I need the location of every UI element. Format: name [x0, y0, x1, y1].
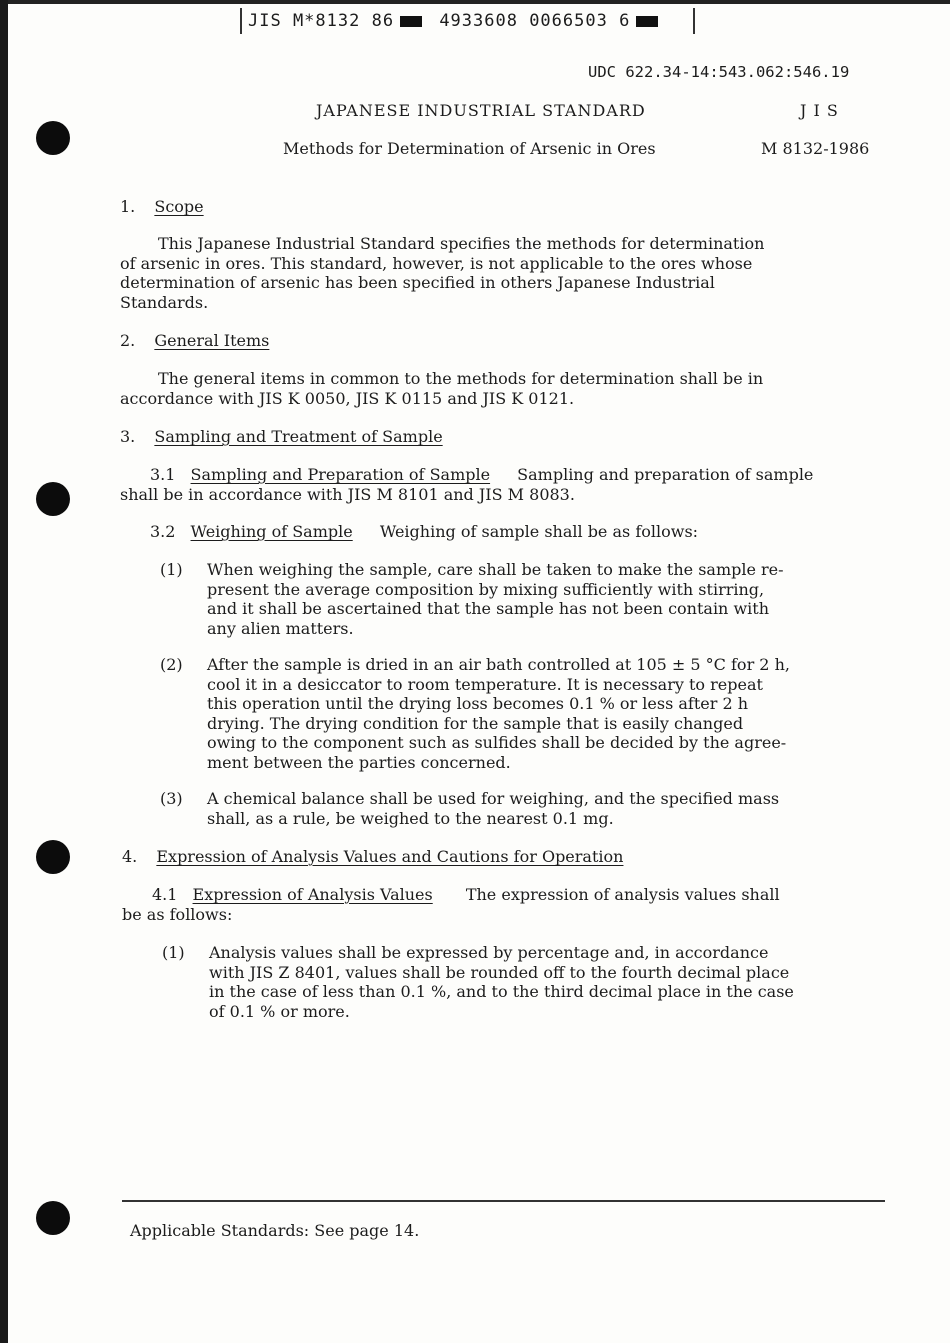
section-2-heading: [120, 331, 269, 350]
section-number: 4.: [122, 847, 138, 866]
subsection-3-2: [150, 522, 698, 541]
text-line: determination of arsenic has been specified in others Japanese Industrial: [120, 273, 715, 292]
standard-title: JAPANESE INDUSTRIAL STANDARD: [316, 101, 646, 120]
section-4-heading: [122, 847, 623, 866]
scan-top-edge: [0, 0, 950, 4]
text-line: present the average composition by mixing sufficiently with stirring,: [207, 579, 765, 599]
text-line: Analysis values shall be expressed by percentage and, in accordance: [209, 943, 769, 962]
text-line: of 0.1 % or more.: [209, 1001, 350, 1021]
text-line: When weighing the sample, care shall be taken to make the sample re-: [207, 560, 784, 579]
section-2-paragraph: [120, 369, 763, 408]
jis-label: J I S: [800, 101, 839, 120]
text-line: any alien matters.: [207, 618, 354, 638]
punch-hole: [36, 1201, 70, 1235]
subsection-4-1: [122, 885, 780, 924]
section-1-heading: [120, 197, 204, 216]
text-line: Standards.: [120, 292, 209, 312]
text-line: After the sample is dried in an air bath controlled at 105 ± 5 °C for 2 h,: [207, 655, 790, 674]
redaction-block: [636, 16, 658, 27]
catalog-code-right: 4933608 0066503 6: [439, 11, 631, 31]
text-line: of arsenic in ores. This standard, however, is not applicable to the ores whose: [120, 253, 753, 273]
text-line: ment between the parties concerned.: [207, 752, 511, 772]
footer-rule: [122, 1200, 885, 1202]
section-title: Expression of Analysis Values and Cautions for Operation: [156, 847, 624, 866]
subsection-title: Weighing of Sample: [190, 522, 353, 541]
list-number: (3): [160, 789, 183, 808]
text-line: with JIS Z 8401, values shall be rounded off to the fourth decimal place: [209, 962, 790, 982]
punch-hole: [36, 482, 70, 516]
footer-note: Applicable Standards: See page 14.: [130, 1221, 420, 1240]
punch-hole: [36, 840, 70, 874]
text-line: cool it in a desiccator to room temperature. It is necessary to repeat: [207, 674, 763, 694]
list-item: [160, 655, 790, 772]
redaction-block: [400, 16, 422, 27]
section-number: 2.: [120, 331, 136, 350]
subsection-number: 3.1: [150, 465, 176, 484]
text-line: this operation until the drying loss becomes 0.1 % or less after 2 h: [207, 694, 749, 713]
section-title: General Items: [154, 331, 270, 350]
list-number: (2): [160, 655, 183, 674]
scan-left-edge: [0, 0, 8, 1343]
subsection-3-1: [120, 465, 813, 504]
text-line: Sampling and preparation of sample: [517, 465, 814, 484]
catalog-code-left: JIS M*8132 86: [248, 11, 395, 31]
list-number: (1): [160, 560, 183, 579]
subsection-title: Expression of Analysis Values: [192, 885, 433, 904]
subsection-number: 4.1: [152, 885, 178, 904]
punch-hole: [36, 121, 70, 155]
section-3-heading: [120, 427, 443, 446]
text-line: accordance with JIS K 0050, JIS K 0115 and JIS K 0121.: [120, 388, 575, 408]
text-line: in the case of less than 0.1 %, and to the third decimal place in the case: [209, 982, 794, 1001]
text-line: A chemical balance shall be used for weighing, and the specified mass: [207, 789, 780, 808]
document-title: Methods for Determination of Arsenic in Ores: [283, 139, 656, 158]
list-item: [162, 943, 794, 1021]
section-title: Sampling and Treatment of Sample: [154, 427, 443, 446]
text-line: shall be in accordance with JIS M 8101 and JIS M 8083.: [120, 484, 575, 504]
section-number: 3.: [120, 427, 136, 446]
text-line: be as follows:: [122, 904, 233, 924]
document-number: M 8132-1986: [761, 139, 870, 158]
text-line: drying. The drying condition for the sample that is easily changed: [207, 713, 744, 733]
text-line: Weighing of sample shall be as follows:: [379, 522, 699, 541]
text-line: The general items in common to the methods for determination shall be in: [158, 369, 764, 388]
text-line: shall, as a rule, be weighed to the nearest 0.1 mg.: [207, 808, 614, 828]
text-line: owing to the component such as sulfides shall be decided by the agree-: [207, 733, 787, 752]
catalog-code-strip: [240, 8, 695, 34]
section-title: Scope: [154, 197, 204, 216]
list-item: [160, 789, 779, 828]
udc-number: UDC 622.34-14:543.062:546.19: [588, 63, 850, 81]
section-number: 1.: [120, 197, 136, 216]
text-line: This Japanese Industrial Standard specifies the methods for determination: [158, 234, 765, 253]
subsection-number: 3.2: [150, 522, 176, 541]
text-line: The expression of analysis values shall: [465, 885, 780, 904]
section-1-paragraph: [120, 234, 764, 312]
text-line: and it shall be ascertained that the sample has not been contain with: [207, 599, 769, 618]
subsection-title: Sampling and Preparation of Sample: [190, 465, 491, 484]
list-number: (1): [162, 943, 185, 962]
list-item: [160, 560, 784, 638]
